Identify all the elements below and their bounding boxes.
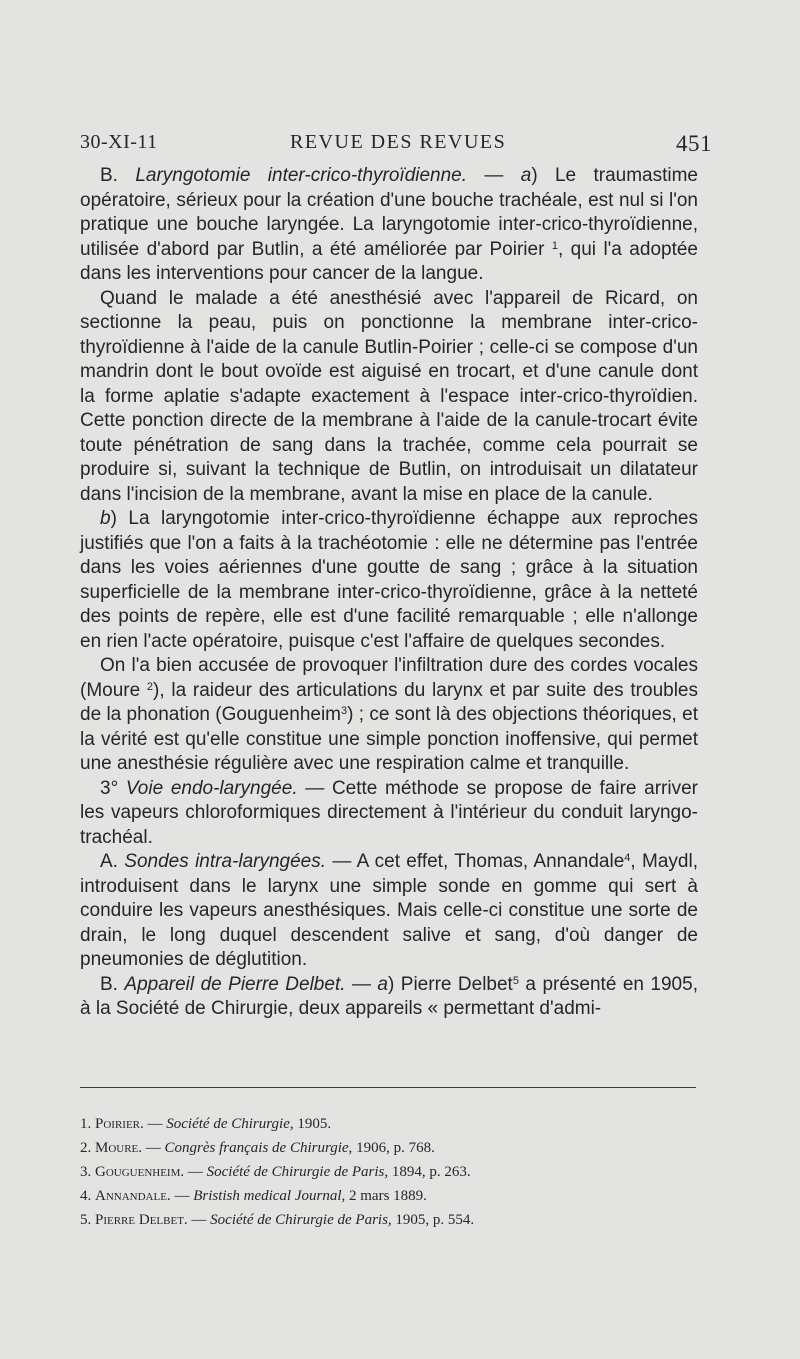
text-run: a	[377, 973, 388, 995]
footnote-dash: —	[187, 1212, 211, 1228]
footnote-dash: —	[143, 1116, 167, 1132]
text-run: A.	[100, 851, 125, 872]
footnote-dash: —	[142, 1140, 165, 1156]
footnote-author: Moure.	[95, 1140, 143, 1156]
text-run: —	[467, 165, 521, 186]
footnote-number: 4.	[80, 1188, 95, 1204]
footnote-ref: 5	[512, 974, 519, 987]
footnote-number: 2.	[80, 1140, 95, 1156]
header-date: 30-XI-11	[80, 131, 158, 153]
paragraph	[80, 507, 698, 654]
footnote-ref: 2	[146, 680, 154, 693]
body-text	[80, 164, 698, 1022]
footnote-author: Annandale.	[95, 1188, 171, 1204]
paragraph	[80, 777, 698, 851]
page-number: 451	[676, 131, 712, 156]
text-run: ), la raideur des articulations du larynx et par suite des troubles de la phonation (Gouguenheim	[80, 679, 698, 725]
text-run: 3°	[100, 777, 126, 799]
footnote-author: Pierre Delbet.	[95, 1212, 188, 1228]
footnote-source: Bristish medical Journal,	[193, 1188, 346, 1204]
text-run: ) ; ce sont là des objections théoriques, et la vérité est qu'elle constitue une simple ponction inoffensive, qui permet une anesthésie régulière avec une respiration calme et tranquille.	[80, 704, 698, 774]
footnote-ref: 1	[551, 239, 558, 252]
footnote-source: Congrès français de Chirurgie,	[164, 1140, 353, 1156]
text-run: On l'a bien accusée de provoquer l'infiltration dure des cordes vocales (Moure	[80, 655, 698, 701]
text-run: Appareil de Pierre Delbet.	[124, 973, 346, 995]
footnote	[80, 1160, 700, 1184]
footnote	[80, 1208, 700, 1232]
text-run: — Cette méthode se propose de faire arriver les vapeurs chloroformiques directement à l'intérieur du conduit laryngo-trachéal.	[80, 777, 699, 848]
footnote-number: 1.	[80, 1116, 95, 1132]
paragraph	[80, 287, 698, 508]
text-run: ) La laryngotomie inter-crico-thyroïdienne échappe aux reproches justifiés que l'on a faits à la trachéotomie : elle ne détermine pas l'entrée dans les voies aériennes d'une goutte de sang ; grâce à la situation superficielle de la membrane inter-crico-thyroïdienne, grâce à la netteté des points de repère, elle est d'une facilité remarquable ; elle n'allonge en rien l'acte opératoire, puisque c'est l'affaire de quelques secondes.	[80, 508, 698, 652]
footnote-ref: 4	[624, 852, 631, 864]
footnote-number: 5.	[80, 1212, 95, 1228]
text-run: Voie endo-laryngée.	[125, 777, 298, 799]
text-run: B.	[100, 973, 125, 995]
footnote-number: 3.	[80, 1164, 95, 1180]
paragraph	[80, 164, 698, 287]
paragraph	[80, 850, 698, 973]
footnote-dash: —	[170, 1188, 194, 1204]
text-run: ) Pierre Delbet	[388, 973, 513, 995]
footnote-details: 1906, p. 768.	[352, 1140, 435, 1156]
footnote	[80, 1184, 700, 1208]
footnote-details: 1894, p. 263.	[388, 1164, 471, 1180]
text-run: Sondes intra-laryngées.	[124, 851, 327, 872]
paragraph	[80, 973, 698, 1022]
text-run: —	[345, 973, 378, 995]
running-header	[80, 131, 712, 159]
footnote-details: 2 mars 1889.	[345, 1188, 427, 1204]
footnote-source: Société de Chirurgie de Paris,	[206, 1164, 389, 1180]
footnote-author: Gouguenheim.	[95, 1164, 185, 1180]
text-run: b	[100, 508, 111, 529]
text-run: Quand le malade a été anesthésié avec l'appareil de Ricard, on sectionne la peau, puis on ponctionne la membrane inter-crico-thyroïdienne à l'aide de la canule Butlin-Poirier ; celle-ci se compose d'un mandrin dont le bout ovoïde est aiguisé en trocart, et d'une canule dont la forme aplatie s'adapte exactement à l'espace inter-crico-thyroïdien. Cette ponction directe de la membrane à l'aide de la canule-trocart évite toute pénétration de sang dans la trachée, comme cela pourrait se produire si, suivant la technique de Butlin, on introduisait un dilatateur dans l'incision de la membrane, avant la mise en place de la canule.	[80, 287, 698, 505]
text-run: a	[520, 165, 532, 186]
footnotes	[80, 1112, 700, 1232]
footnote-source: Société de Chirurgie,	[166, 1116, 294, 1132]
header-title: REVUE DES REVUES	[290, 131, 507, 153]
text-run: ) Le traumastime opératoire, sérieux pour la création d'une bouche trachéale, est nul si l'on pratique une bouche laryngée. La laryngotomie inter-crico-thyroïdienne, utilisée d'abord par Butlin, a été améliorée par Poirier	[80, 165, 698, 260]
footnote-details: 1905, p. 554.	[391, 1212, 475, 1228]
paragraph	[80, 654, 698, 777]
footnote-details: 1905.	[293, 1116, 332, 1132]
text-run: B.	[100, 165, 136, 186]
footnote-dash: —	[184, 1164, 207, 1180]
text-run: a présenté en 1905, à la Société de Chirurgie, deux appareils « permettant d'admi-	[80, 973, 698, 1019]
text-run: Laryngotomie inter-crico-thyroïdienne.	[135, 165, 468, 186]
footnote-ref: 3	[341, 705, 348, 717]
footnote-author: Poirier.	[95, 1116, 144, 1132]
text-run: — A cet effet, Thomas, Annandale	[326, 851, 625, 872]
text-run: , qui l'a adoptée dans les interventions pour cancer de la langue.	[80, 238, 698, 284]
footnote-source: Société de Chirurgie de Paris,	[210, 1212, 392, 1228]
footnote-separator	[80, 1087, 696, 1088]
text-run: , Maydl, introduisent dans le larynx une simple sonde en gomme qui sert à conduire les vapeurs anesthésiques. Mais celle-ci constitue une sorte de drain, le long duquel descendent salive et sang, d'où danger de pneumonies de déglutition.	[80, 851, 698, 970]
footnote	[80, 1112, 700, 1136]
footnote	[80, 1136, 700, 1160]
